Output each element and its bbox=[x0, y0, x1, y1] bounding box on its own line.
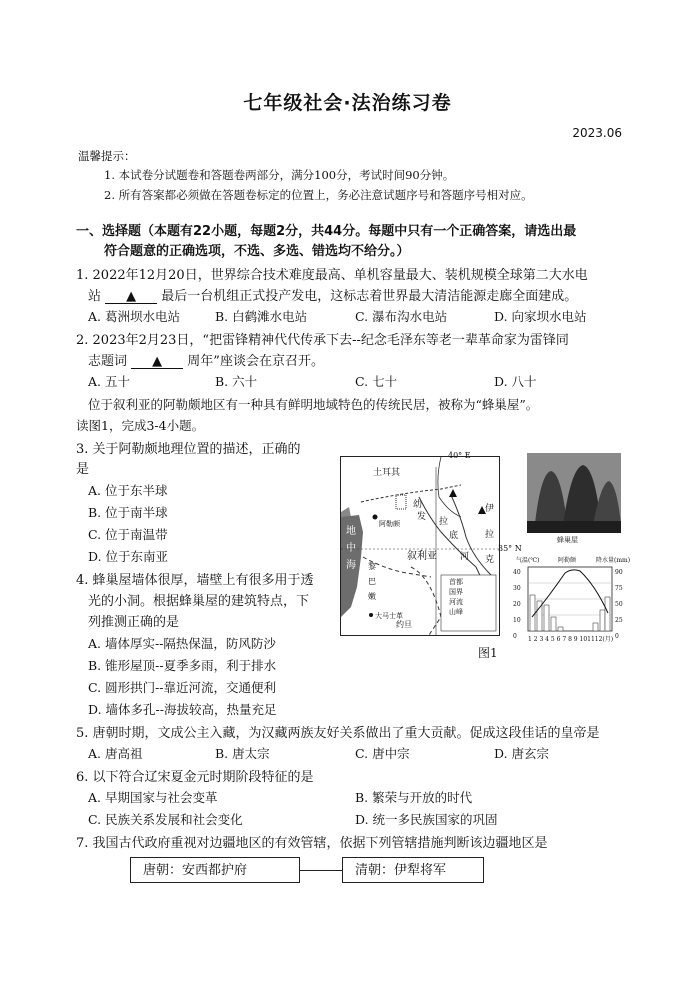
q7-connector bbox=[300, 870, 342, 871]
q2-option-b: B. 六十 bbox=[215, 374, 258, 389]
legend-peak: 山峰 bbox=[449, 608, 463, 616]
map-label-sea-1: 地 bbox=[346, 526, 356, 537]
map-label-euphrates-1: 幼 bbox=[413, 500, 423, 510]
q4-option-c: C. 圆形拱门--靠近河流，交通便利 bbox=[88, 680, 277, 695]
exam-date: 2023.06 bbox=[572, 126, 622, 140]
q3-option-c: C. 位于南温带 bbox=[88, 527, 168, 542]
q5-option-d: D. 唐玄宗 bbox=[494, 746, 550, 761]
map-label-turkey: 土耳其 bbox=[373, 468, 401, 478]
q1-option-d: D. 向家坝水电站 bbox=[494, 309, 587, 324]
map-label-euphrates-2: 发 bbox=[417, 512, 427, 522]
tips-line-2: 2. 所有答案都必须做在答题卷标定的位置上，务必注意试题序号和答题序号相对应。 bbox=[104, 188, 533, 202]
climate-temp-label: 气温(℃) bbox=[516, 557, 540, 564]
map-label-syria: 叙利亚 bbox=[407, 551, 437, 562]
q5-option-b: B. 唐太宗 bbox=[215, 746, 270, 761]
map-label-jordan: 约旦 bbox=[396, 620, 412, 629]
climate-precip-label: 降水量(mm) bbox=[596, 557, 631, 564]
q2-option-a: A. 五十 bbox=[88, 374, 130, 389]
legend-capital: 首都 bbox=[449, 578, 463, 586]
q4-stem-line-1: 4. 蜂巢屋墙体很厚，墙壁上有很多用于透 bbox=[76, 573, 314, 588]
q3-option-d: D. 位于东南亚 bbox=[88, 549, 169, 564]
map-label-sea-2: 中 bbox=[346, 543, 356, 554]
q7-box-tang: 唐朝：安西都护府 bbox=[130, 857, 300, 883]
map-label-lebanon-3: 嫩 bbox=[368, 592, 376, 601]
map-label-euphrates-3: 拉 bbox=[439, 517, 449, 527]
map-label-lebanon-1: 黎 bbox=[368, 562, 376, 571]
q3-stem-line-1: 3. 关于阿勒颇地理位置的描述，正确的 bbox=[76, 442, 301, 457]
q1-option-a: A. 葛洲坝水电站 bbox=[88, 309, 180, 324]
precip-tick: 0 bbox=[615, 633, 619, 640]
q2-stem-line-1: 2. 2023年2月23日，“把雷锋精神代代传承下去--纪念毛泽东等老一辈革命家为雷锋同 bbox=[76, 333, 569, 348]
q1-blank: ▲ bbox=[105, 290, 157, 304]
precip-tick: 90 bbox=[615, 569, 623, 576]
q7-box-qing: 清朝：伊犁将军 bbox=[342, 857, 484, 883]
tips-line-1: 1. 本试卷分试题卷和答题卷两部分，满分100分，考试时间90分钟。 bbox=[104, 168, 455, 182]
map-label-euphrates-4: 底 bbox=[449, 531, 459, 541]
map-label-river: 河 bbox=[460, 552, 470, 562]
section-heading-line-1: 一、选择题（本题有22小题，每题2分，共44分。每题中只有一个正确答案，请选出最 bbox=[76, 224, 577, 239]
q6-option-d: D. 统一多民族国家的巩固 bbox=[355, 812, 498, 827]
q5-stem: 5. 唐朝时期，文成公主入藏，为汉藏两族友好关系做出了重大贡献。促成这段佳话的皇帝是 bbox=[76, 726, 600, 741]
q4-option-a: A. 墙体厚实--隔热保温，防风防沙 bbox=[88, 636, 276, 651]
q2-stem-line-2 bbox=[88, 350, 324, 369]
climate-months: 1 2 3 4 5 6 7 8 9 101112(月) bbox=[528, 636, 614, 643]
q6-option-b: B. 繁荣与开放的时代 bbox=[355, 790, 473, 805]
map-label-iraq-3: 克 bbox=[485, 555, 495, 565]
page-title: 七年级社会·法治练习卷 bbox=[243, 92, 452, 114]
temp-tick: 40 bbox=[513, 569, 521, 576]
map-latitude-label: 35° N bbox=[498, 544, 522, 553]
figure-label: 图1 bbox=[478, 646, 498, 660]
map-label-iraq-1: 伊 bbox=[485, 504, 495, 514]
q2-option-c: C. 七十 bbox=[355, 374, 398, 389]
legend-border: 国界 bbox=[449, 588, 463, 596]
q4-stem-line-2: 光的小洞。根据蜂巢屋的建筑特点，下 bbox=[88, 594, 310, 609]
map-label-lebanon-2: 巴 bbox=[368, 577, 376, 586]
q1-stem-line-1: 1. 2022年12月20日，世界综合技术难度最高、单机容量最大、装机规模全球第二大水电 bbox=[76, 268, 588, 283]
q4-stem-line-3: 列推测正确的是 bbox=[88, 615, 180, 630]
temp-tick: 30 bbox=[513, 585, 521, 592]
q3-option-a: A. 位于东半球 bbox=[88, 483, 168, 498]
q3-option-b: B. 位于南半球 bbox=[88, 505, 168, 520]
map-longitude-label: 40° E bbox=[448, 451, 471, 460]
q2-option-d: D. 八十 bbox=[494, 374, 537, 389]
photo-caption: 蜂巢屋 bbox=[557, 536, 578, 544]
map-label-iraq-2: 拉 bbox=[485, 530, 495, 540]
temp-ticks bbox=[513, 565, 527, 645]
temp-tick: 0 bbox=[513, 633, 517, 640]
q1-post: 最后一台机组正式投产发电，这标志着世界最大清洁能源走廊全面建成。 bbox=[161, 289, 578, 304]
q7-stem: 7. 我国古代政府重视对边疆地区的有效管辖，依据下列管辖措施判断该边疆地区是 bbox=[76, 836, 548, 851]
climate-city: 阿勒颇 bbox=[558, 557, 577, 564]
beehive-house-photo bbox=[527, 453, 621, 533]
map-label-damascus: 大马士革 bbox=[375, 612, 403, 620]
q3-stem-line-2: 是 bbox=[76, 462, 90, 477]
section-heading-line-2: 符合题意的正确选项，不选、多选、错选均不给分。） bbox=[104, 244, 410, 259]
legend-river: 河流 bbox=[449, 598, 463, 606]
q1-option-b: B. 白鹤滩水电站 bbox=[215, 309, 308, 324]
q5-option-a: A. 唐高祖 bbox=[88, 746, 143, 761]
precip-tick: 25 bbox=[615, 617, 623, 624]
map-legend bbox=[449, 577, 495, 617]
q1-stem-line-2 bbox=[88, 285, 577, 304]
intro-line-2: 读图1，完成3-4小题。 bbox=[76, 418, 205, 433]
temp-tick: 10 bbox=[513, 617, 521, 624]
beehive-house-drawing bbox=[527, 453, 621, 533]
q4-option-d: D. 墙体多孔--海拔较高，热量充足 bbox=[88, 702, 277, 717]
q6-stem: 6. 以下符合辽宋夏金元时期阶段特征的是 bbox=[76, 770, 314, 785]
q2-post: 周年”座谈会在京召开。 bbox=[187, 354, 324, 369]
precip-tick: 50 bbox=[615, 601, 623, 608]
tips-heading: 温馨提示： bbox=[78, 149, 136, 163]
q2-blank: ▲ bbox=[131, 355, 183, 369]
map-label-aleppo: 阿勒颇 bbox=[379, 520, 400, 528]
temp-tick: 20 bbox=[513, 601, 521, 608]
aleppo-climate-chart bbox=[510, 555, 630, 650]
q6-option-a: A. 早期国家与社会变革 bbox=[88, 790, 218, 805]
q1-pre: 站 bbox=[88, 289, 102, 304]
q6-option-c: C. 民族关系发展和社会变化 bbox=[88, 812, 243, 827]
q4-option-b: B. 锥形屋顶--夏季多雨，利于排水 bbox=[88, 658, 277, 673]
map-label-sea-3: 海 bbox=[346, 560, 356, 571]
syria-map bbox=[340, 456, 500, 636]
intro-line-1: 位于叙利亚的阿勒颇地区有一种具有鲜明地域特色的传统民居，被称为“蜂巢屋”。 bbox=[88, 397, 539, 412]
q5-option-c: C. 唐中宗 bbox=[355, 746, 410, 761]
q2-pre: 志题词 bbox=[88, 354, 128, 369]
precip-tick: 75 bbox=[615, 585, 623, 592]
q1-option-c: C. 瀑布沟水电站 bbox=[355, 309, 448, 324]
precip-ticks bbox=[615, 565, 629, 645]
